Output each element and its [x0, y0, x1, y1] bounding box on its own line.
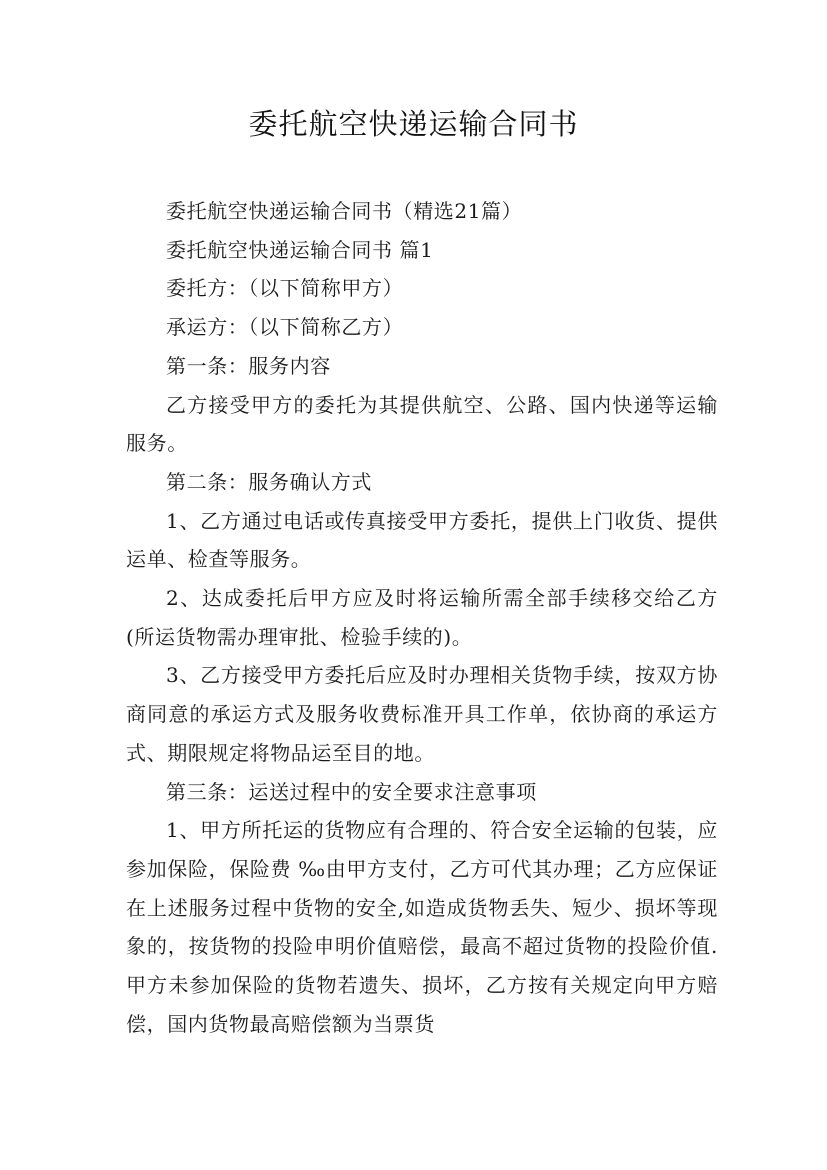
paragraph-article-3-heading: 第三条：运送过程中的安全要求注意事项: [166, 779, 537, 804]
paragraph-party-a: 委托方：（以下简称甲方）: [166, 276, 404, 301]
paragraph-article-1-heading: 第一条：服务内容: [166, 353, 331, 378]
paragraph-subtitle: 委托航空快递运输合同书（精选21篇）: [166, 199, 523, 223]
paragraph-article-2-item-1: 1、乙方通过电话或传真接受甲方委托，提供上门收货、提供运单、检查等服务。: [126, 508, 718, 572]
paragraph-article-2-item-3: 3、乙方接受甲方委托后应及时办理相关货物手续，按双方协商同意的承运方式及服务收费标准开具工作单，依协商的承运方式、期限规定将物品运至目的地。: [126, 663, 718, 765]
document-title: 委托航空快递运输合同书: [248, 107, 579, 141]
paragraph-article-3-item-1: 1、甲方所托运的货物应有合理的、符合安全运输的包装，应参加保险，保险费 ‰由甲方支付，乙方可代其办理；乙方应保证在上述服务过程中货物的安全,如造成货物丢失、短少、损坏等现象的，按货物的投险申明价值赔偿，最高不超过货物的投险价值.甲方未参加保险的货物若遗失、损坏，乙方按有关规定向甲方赔偿，国内货物最高赔偿额为当票货: [126, 818, 718, 1036]
paragraph-article-2-heading: 第二条：服务确认方式: [166, 469, 372, 494]
paragraph-section-heading: 委托航空快递运输合同书 篇1: [166, 237, 434, 262]
paragraph-party-b: 承运方：（以下简称乙方）: [166, 315, 404, 340]
paragraph-article-2-item-2: 2、达成委托后甲方应及时将运输所需全部手续移交给乙方(所运货物需办理审批、检验手续的)。: [126, 586, 718, 649]
paragraph-article-1-content: 乙方接受甲方的委托为其提供航空、公路、国内快递等运输服务。: [126, 392, 718, 456]
document-body: [126, 192, 718, 1043]
